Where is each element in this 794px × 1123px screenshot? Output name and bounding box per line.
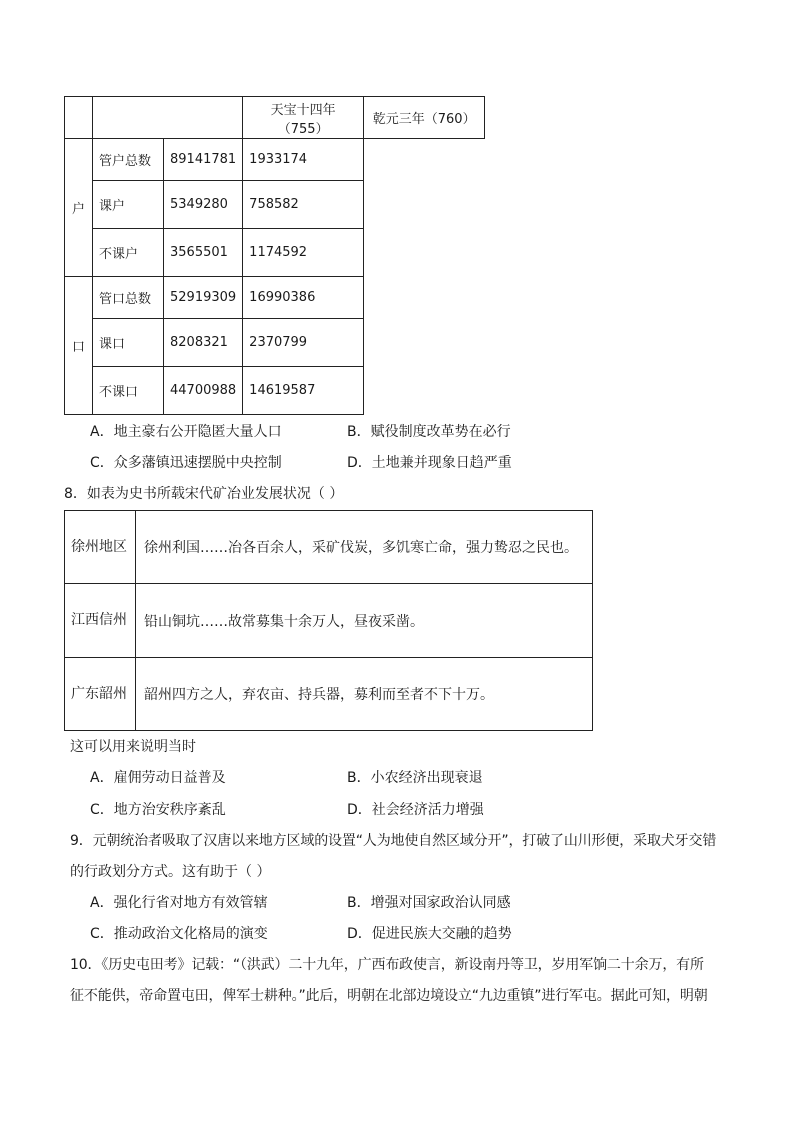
- table-header-row: [65, 97, 485, 139]
- header-cell-blank: [93, 97, 243, 139]
- value-760: 14619587: [243, 367, 364, 415]
- q8-stem: 8．如表为史书所载宋代矿冶业发展状况（ ）: [64, 486, 344, 502]
- q9-option-a: A．强化行省对地方有效管辖: [90, 895, 268, 911]
- table-row: [65, 229, 485, 277]
- quote-cell: 铅山铜坑……故常募集十余万人，昼夜采凿。: [136, 584, 593, 658]
- value-760: 2370799: [243, 319, 364, 367]
- row-name: 管户总数: [93, 139, 164, 181]
- header-cell-760: 乾元三年（760）: [364, 97, 485, 139]
- q10-stem-line2: 征不能供，帝命置屯田，俾军士耕种。”此后，明朝在北部边境设立“九边重镇”进行军屯。据此可知，明朝: [70, 988, 708, 1004]
- q8-option-c: C．地方治安秩序紊乱: [90, 802, 226, 818]
- value-760: 1933174: [243, 139, 364, 181]
- table-row: [65, 139, 485, 181]
- q9-stem-line2: 的行政划分方式。这有助于（ ）: [70, 864, 271, 880]
- q7-option-c: C．众多藩镇迅速摆脱中央控制: [90, 455, 282, 471]
- table-row: [65, 511, 593, 584]
- region-cell: 江西信州: [65, 584, 136, 658]
- table-row: [65, 181, 485, 229]
- value-755: 89141781: [164, 139, 243, 181]
- q8-option-d: D．社会经济活力增强: [347, 802, 484, 818]
- table-row: [65, 319, 485, 367]
- header-cell: [65, 97, 93, 139]
- region-cell: 徐州地区: [65, 511, 136, 584]
- table-row: [65, 658, 593, 731]
- q9-option-d: D．促进民族大交融的趋势: [347, 926, 512, 942]
- value-760: 758582: [243, 181, 364, 229]
- song-mining-table: [64, 510, 593, 731]
- table-row: [65, 277, 485, 319]
- value-755: 52919309: [164, 277, 243, 319]
- row-name: 课口: [93, 319, 164, 367]
- q8-option-b: B．小农经济出现衰退: [347, 770, 483, 786]
- q9-option-c: C．推动政治文化格局的演变: [90, 926, 268, 942]
- region-cell: 广东韶州: [65, 658, 136, 731]
- table-row: [65, 367, 485, 415]
- value-755: 5349280: [164, 181, 243, 229]
- row-name: 课户: [93, 181, 164, 229]
- quote-cell: 韶州四方之人，弃农亩、持兵器，募利而至者不下十万。: [136, 658, 593, 731]
- header-cell-755: 天宝十四年（755）: [243, 97, 364, 139]
- quote-cell: 徐州利国……冶各百余人，采矿伐炭，多饥寒亡命，强力鸷忍之民也。: [136, 511, 593, 584]
- q7-option-d: D．土地兼并现象日趋严重: [347, 455, 512, 471]
- value-755: 8208321: [164, 319, 243, 367]
- group-label-hu: 户: [65, 139, 93, 277]
- q7-option-a: A．地主豪右公开隐匿大量人口: [90, 424, 282, 440]
- row-name: 管口总数: [93, 277, 164, 319]
- q9-stem-line1: 9．元朝统治者吸取了汉唐以来地方区域的设置“人为地使自然区域分开”，打破了山川形便，采取犬牙交错: [70, 833, 717, 849]
- value-755: 44700988: [164, 367, 243, 415]
- row-name: 不课户: [93, 229, 164, 277]
- q9-option-b: B．增强对国家政治认同感: [347, 895, 511, 911]
- value-760: 16990386: [243, 277, 364, 319]
- value-760: 1174592: [243, 229, 364, 277]
- row-name: 不课口: [93, 367, 164, 415]
- q10-stem-line1: 10．《历史屯田考》记载：“（洪武）二十九年，广西布政使言，新设南丹等卫，岁用军饷二十余万，有所: [70, 957, 704, 973]
- q8-followup: 这可以用来说明当时: [70, 739, 196, 755]
- household-population-table: [64, 96, 485, 415]
- q8-option-a: A．雇佣劳动日益普及: [90, 770, 226, 786]
- table-row: [65, 584, 593, 658]
- q7-option-b: B．赋役制度改革势在必行: [347, 424, 511, 440]
- value-755: 3565501: [164, 229, 243, 277]
- group-label-kou: 口: [65, 277, 93, 415]
